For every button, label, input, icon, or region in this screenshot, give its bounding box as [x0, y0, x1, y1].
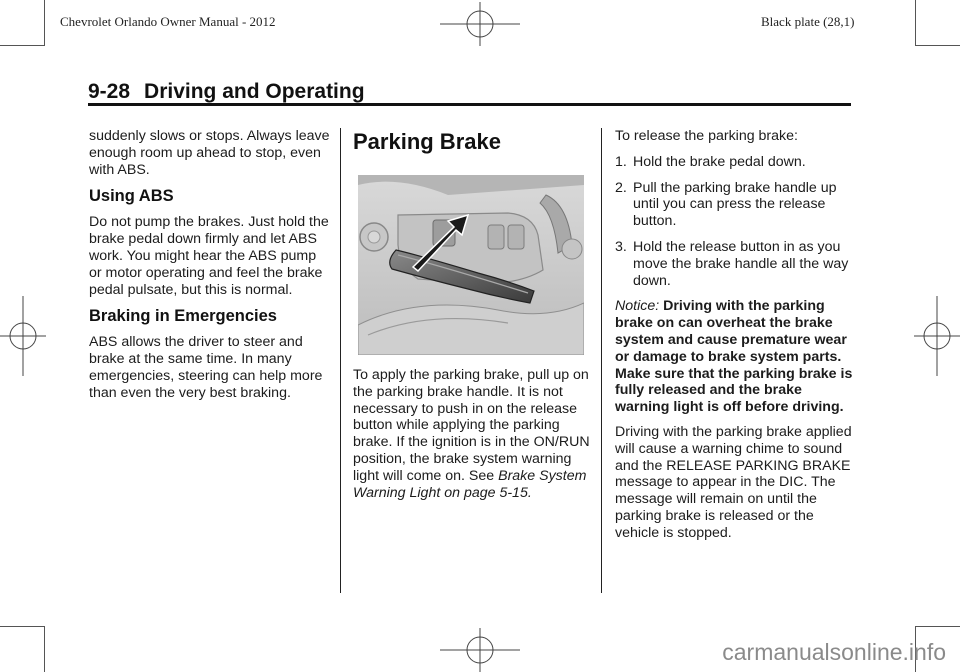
step-number: 3.	[615, 238, 627, 255]
chime-paragraph: Driving with the parking brake applied will cause a warning chime to sound and the RELEASE PARKING BRAKE message to appear in the DIC. The message will remain on until the parking brake is released or the vehicle is stopped.	[615, 423, 852, 541]
brake-warning-light-link[interactable]: Brake System Warning Light on page 5-15.	[353, 467, 587, 501]
header-manual-title: Chevrolet Orlando Owner Manual - 2012	[60, 14, 276, 29]
registration-mark-left	[0, 296, 46, 376]
emergency-paragraph: ABS allows the driver to steer and brake at the same time. In many emergencies, steering can help more than even the very best braking.	[89, 334, 323, 401]
crop-mark	[0, 626, 44, 627]
header-plate-info: Black plate (28,1)	[761, 14, 855, 29]
release-intro: To release the parking brake:	[615, 128, 798, 144]
column-divider	[601, 128, 602, 593]
registration-mark-bottom	[440, 628, 520, 672]
emergency-heading: Braking in Emergencies	[89, 307, 277, 326]
chapter-title: Driving and Operating	[144, 80, 365, 103]
crop-mark	[916, 626, 960, 627]
notice-paragraph	[615, 298, 860, 416]
step-number: 2.	[615, 179, 627, 196]
apply-text: To apply the parking brake, pull up on the parking brake handle. It is not necessary to push in on the release button while applying the parking brake. If the ignition is in the ON/RUN position, the brake system warning light will come on. See	[353, 367, 590, 484]
parking-brake-illustration	[358, 175, 584, 355]
page-title	[88, 80, 365, 104]
registration-mark-right	[914, 296, 960, 376]
registration-mark-top	[440, 2, 520, 46]
step-text: Hold the release button in as you move the brake handle all the way down.	[633, 238, 849, 289]
crop-mark	[916, 45, 960, 46]
step-text: Hold the brake pedal down.	[633, 153, 806, 170]
step-text: Pull the parking brake handle up until you can press the release button.	[633, 179, 837, 230]
using-abs-paragraph: Do not pump the brakes. Just hold the brake pedal down firmly and let ABS work. You might hear the ABS pump or motor operating and feel the brake pedal pulsate, but this is normal.	[89, 214, 329, 298]
notice-label: Notice:	[615, 298, 660, 315]
apply-paragraph	[353, 367, 593, 501]
title-rule	[88, 103, 851, 106]
crop-mark	[915, 0, 916, 46]
crop-mark	[44, 626, 45, 672]
step-number: 1.	[615, 153, 627, 170]
column-right	[615, 128, 860, 550]
site-watermark: carmanualsonline.info	[722, 639, 946, 665]
page-number: 9-28	[88, 80, 131, 103]
using-abs-heading: Using ABS	[89, 187, 174, 206]
parking-brake-heading: Parking Brake	[353, 129, 501, 154]
list-item	[615, 154, 860, 171]
notice-text: Driving with the parking brake on can overheat the brake system and cause premature wear or damage to brake system parts. Make sure that the parking brake is fully released and the brake warning light is off before driving.	[615, 298, 853, 416]
list-item	[615, 239, 860, 289]
intro-paragraph: suddenly slows or stops. Always leave enough room up ahead to stop, even with ABS.	[89, 128, 330, 178]
crop-mark	[0, 45, 44, 46]
column-middle	[353, 129, 593, 509]
column-left	[89, 128, 331, 410]
list-item	[615, 180, 860, 230]
column-divider	[340, 128, 341, 593]
crop-mark	[44, 0, 45, 46]
